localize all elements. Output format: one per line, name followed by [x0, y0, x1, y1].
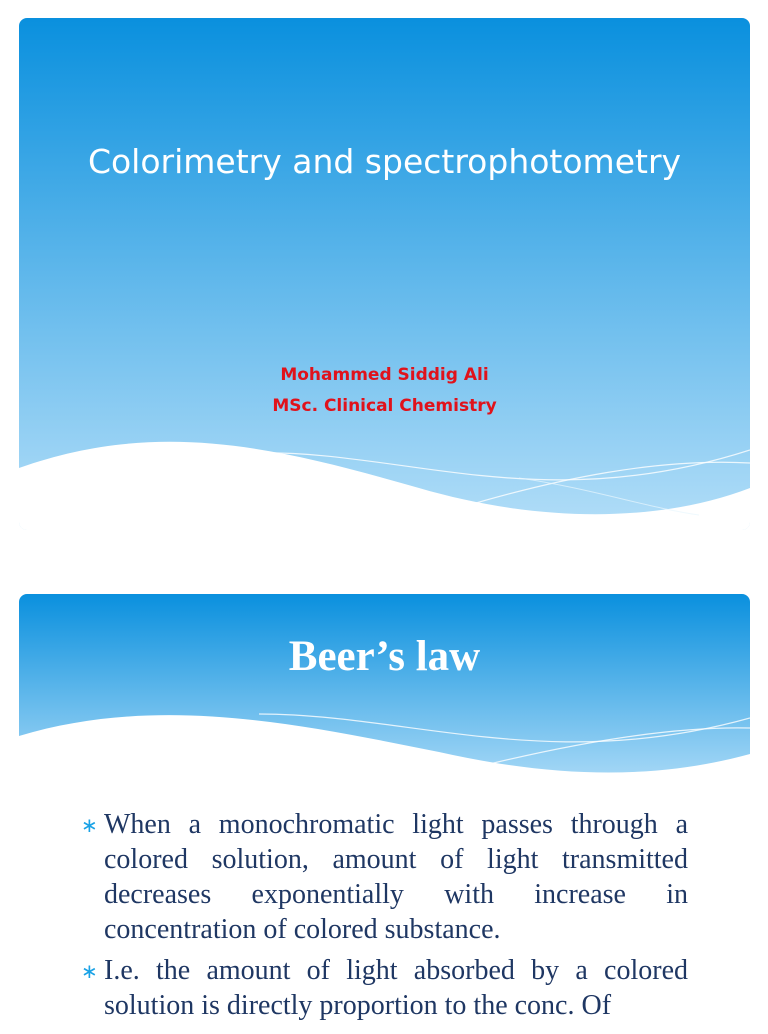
asterisk-bullet-icon: ∗ [81, 961, 98, 983]
bullet-item [83, 807, 688, 947]
presentation-title: Colorimetry and spectrophotometry [87, 142, 682, 181]
bullet-item [83, 953, 688, 1023]
beers-law-slide [19, 594, 750, 1034]
asterisk-bullet-icon: ∗ [81, 815, 98, 837]
title-slide [19, 18, 750, 530]
slide-title: Beer’s law [288, 633, 481, 680]
bullet-text: When a monochromatic light passes through a colored solution, amount of light transmitted decreases exponentially with increase in concentration of colored substance. [104, 809, 688, 945]
author-degree: MSc. Clinical Chemistry [272, 396, 497, 416]
bullet-text: I.e. the amount of light absorbed by a colored solution is directly proportion to the conc. Of [104, 955, 688, 1021]
author-name: Mohammed Siddig Ali [280, 365, 489, 385]
author-block [19, 360, 750, 422]
slide-1-background [19, 18, 750, 530]
bullet-list [83, 807, 688, 1029]
